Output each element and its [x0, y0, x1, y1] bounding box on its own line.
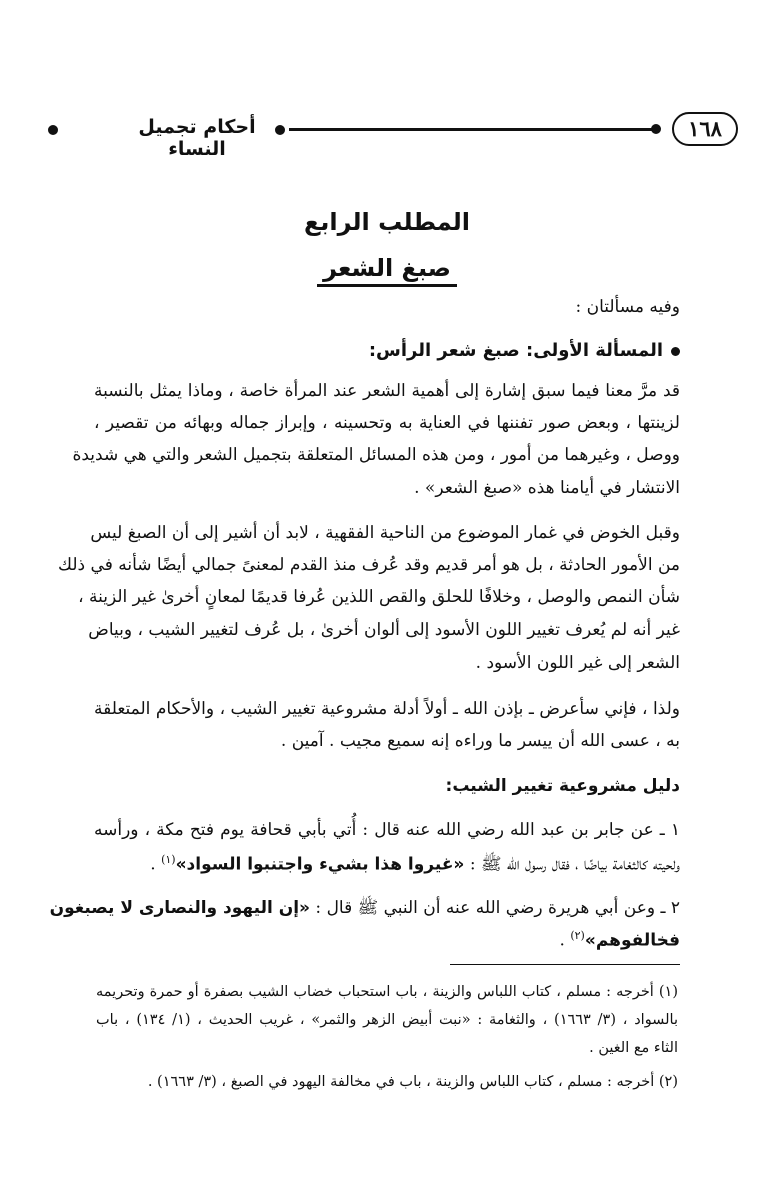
hadith-1-text: ولحيته كالثغامة بياضًا ، فقال رسول الله ﷺ :	[464, 854, 680, 875]
header-bullet-left	[48, 125, 58, 135]
evidence-heading: دليل مشروعية تغيير الشيب:	[445, 776, 680, 796]
paragraph-line-last: الشعر إلى غير اللون الأسود .	[475, 653, 680, 673]
hadith-2-quote: «إن اليهود والنصارى لا يصبغون	[49, 898, 311, 918]
hadith-2-line-1	[49, 897, 680, 925]
paragraph-line: شأن النمص والوصل ، وخلافًا للحلق والقص اللذين عُرفا قديمًا لمعانٍ أخرىٰ غير الزينة ،	[78, 587, 680, 607]
hadith-2-line-2	[560, 929, 680, 951]
hadith-1-line-1: ١ ـ عن جابر بن عبد الله رضي الله عنه قال : أُتي بأبي قحافة يوم فتح مكة ، ورأسه	[94, 820, 680, 840]
paragraph-line-last: الانتشار في أيامنا هذه «صبغ الشعر» .	[414, 478, 680, 498]
running-header	[48, 112, 738, 160]
footnote-2: (٢) أخرجه : مسلم ، كتاب اللباس والزينة ، باب في مخالفة اليهود في الصبغ ، (٣/ ١٦٦٣) .	[147, 1074, 678, 1090]
paragraph-line: لزينتها ، وبعض صور تفننها في العناية به وتحسينه ، وإبراز جماله وبهائه من تقصير ،	[94, 413, 680, 433]
question-bullet	[671, 347, 680, 356]
book-title: أحكام تجميل النساء	[138, 116, 256, 160]
footnote-ref-1: (١)	[161, 853, 176, 866]
paragraph-line-last: به ، عسى الله أن ييسر ما وراءه إنه سميع مجيب . آمين .	[280, 731, 680, 751]
header-rule	[289, 128, 657, 131]
question-heading	[369, 340, 680, 361]
paragraph-line: من الأمور الحادثة ، بل هو أمر قديم وقد عُرف منذ القدم لمعنىً جمالي أيضًا شأنه في ذلك	[58, 555, 680, 575]
section-intro: وفيه مسألتان :	[575, 297, 680, 317]
hadith-2-text: ٢ ـ وعن أبي هريرة رضي الله عنه أن النبي ﷺ قال :	[310, 898, 680, 918]
paragraph-line: غير أنه لم يُعرف تغيير اللون الأسود إلى ألوان أخرىٰ ، بل عُرف لتغيير الشيب ، وبياض	[88, 620, 680, 640]
hadith-1-quote: «غيروا هذا بشيء واجتنبوا السواد»	[175, 854, 465, 875]
paragraph-line: ولذا ، فإني سأعرض ـ بإذن الله ـ أولاً أدلة مشروعية تغيير الشيب ، والأحكام المتعلقة	[94, 699, 680, 719]
page-number: ١٦٨	[672, 112, 738, 146]
header-rule-end	[651, 124, 661, 134]
footnote-ref-2: (٢)	[570, 929, 585, 942]
section-subtitle: صبغ الشعر	[317, 254, 457, 287]
hadith-2-quote-end: فخالفوهم»	[584, 930, 680, 951]
hadith-1-line-2	[150, 853, 680, 879]
footnote-1-line-3: الثاء مع الغين .	[589, 1040, 678, 1056]
footnote-1-line-2: بالسواد ، (٣/ ١٦٦٣) ، والثغامة : «نبت أبيض الزهر والثمر» ، غريب الحديث ، (١/ ١٣٤) ، باب	[96, 1012, 678, 1028]
hadith-1-end: .	[150, 854, 162, 875]
hadith-2-end: .	[559, 930, 571, 951]
footnote-divider	[450, 964, 680, 965]
paragraph-line: ووصل ، وغيرهما من أمور ، ومن هذه المسائل المتعلقة بتجميل الشعر والتي هي شديدة	[72, 445, 680, 465]
question-label: المسألة الأولى: صبغ شعر الرأس:	[368, 340, 663, 361]
section-title: المطلب الرابع	[303, 208, 471, 236]
footnote-1-line-1: (١) أخرجه : مسلم ، كتاب اللباس والزينة ، باب استحباب خضاب الشيب بصفرة أو حمرة وتحريمه	[96, 984, 678, 1000]
section-subtitle-wrap	[0, 254, 774, 282]
paragraph-line: وقبل الخوض في غمار الموضوع من الناحية الفقهية ، لابد أن أشير إلى أن الصبغ ليس	[90, 523, 680, 543]
header-bullet-mid	[275, 125, 285, 135]
paragraph-line: قد مرَّ معنا فيما سبق إشارة إلى أهمية الشعر عند المرأة خاصة ، وماذا يمثل بالنسبة	[94, 381, 680, 401]
